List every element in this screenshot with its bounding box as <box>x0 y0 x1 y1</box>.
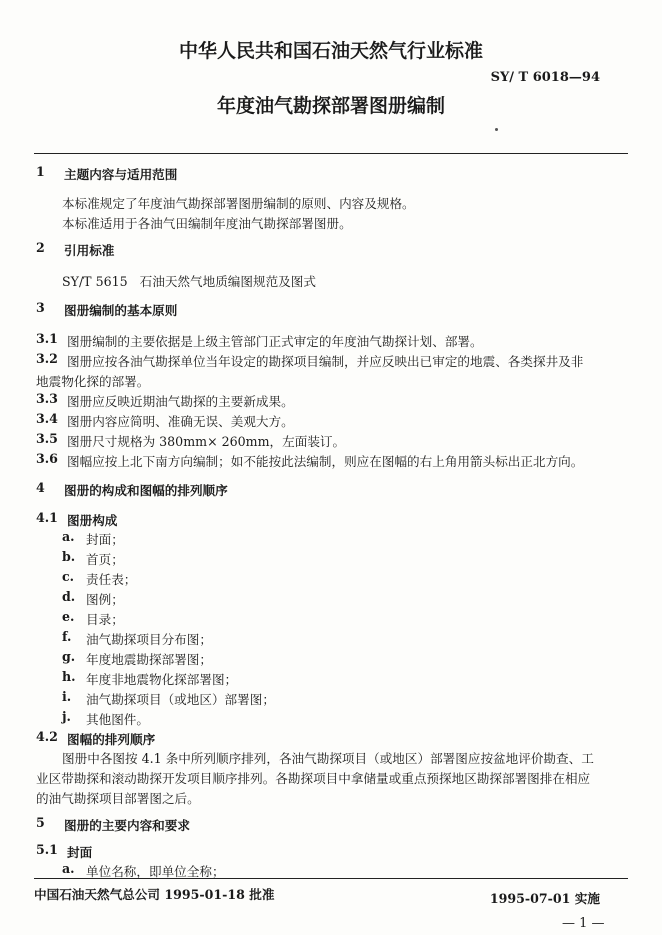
reference-standard: SY/T 5615 石油天然气地质编图规范及图式 <box>62 274 316 289</box>
section-2-heading: 引用标准 <box>64 243 115 258</box>
subsection-4-2-line-3: 的油气勘探项目部署图之后。 <box>36 791 200 806</box>
section-3-number: 3 <box>36 300 45 315</box>
list-item-a-mark: a. <box>62 529 75 544</box>
section-5-heading: 图册的主要内容和要求 <box>64 818 190 833</box>
clause-3-3-number: 3.3 <box>36 391 58 406</box>
section-1-heading: 主题内容与适用范围 <box>64 167 178 182</box>
list-item-c-text: 责任表； <box>86 572 137 587</box>
list-item-j-mark: j. <box>62 709 71 724</box>
subsection-5-1-heading: 封面 <box>67 845 93 860</box>
list-item-h-mark: h. <box>62 669 76 684</box>
subsection-4-2-line-2: 业区带勘探和滚动勘探开发项目顺序排列。各勘探项目中拿储量或重点预探地区勘探部署图排在相应 <box>36 771 591 786</box>
effective-date: 1995-07-01 实施 <box>489 891 600 906</box>
standard-category-title: 中华人民共和国石油天然气行业标准 <box>178 40 483 62</box>
list-item-5-1-a-text: 单位名称，即单位全称； <box>86 864 225 879</box>
list-item-e-mark: e. <box>62 609 75 624</box>
list-item-f-mark: f. <box>62 629 72 644</box>
clause-3-6-number: 3.6 <box>36 451 58 466</box>
subsection-4-1-heading: 图册构成 <box>67 513 118 528</box>
subsection-5-1-number: 5.1 <box>36 842 58 857</box>
list-item-d-text: 图例； <box>86 592 124 607</box>
standard-code: SY/ T 6018—94 <box>490 70 600 85</box>
section-3-heading: 图册编制的基本原则 <box>64 303 178 318</box>
clause-3-5-text: 图册尺寸规格为 380mm× 260mm，左面装订。 <box>67 434 346 449</box>
subsection-4-2-number: 4.2 <box>36 729 58 744</box>
section-1-number: 1 <box>36 164 45 179</box>
clause-3-2-text: 图册应按各油气勘探单位当年设定的勘探项目编制，并应反映出已审定的地震、各类探井及非 <box>67 354 584 369</box>
clause-3-4-text: 图册内容应简明、准确无误、美观大方。 <box>67 414 294 429</box>
approval-statement: 中国石油天然气总公司 1995-01-18 批准 <box>34 887 275 902</box>
list-item-f-text: 油气勘探项目分布图； <box>86 632 212 647</box>
list-item-a-text: 封面； <box>86 532 124 547</box>
clause-3-5-number: 3.5 <box>36 431 58 446</box>
section-4-heading: 图册的构成和图幅的排列顺序 <box>64 483 228 498</box>
scan-speck <box>495 128 498 131</box>
section-4-number: 4 <box>36 480 45 495</box>
list-item-5-1-a-mark: a. <box>62 861 75 876</box>
list-item-b-text: 首页； <box>86 552 124 567</box>
list-item-c-mark: c. <box>62 569 75 584</box>
list-item-e-text: 目录； <box>86 612 124 627</box>
clause-3-3-text: 图册应反映近期油气勘探的主要新成果。 <box>67 394 294 409</box>
clause-3-2-number: 3.2 <box>36 351 58 366</box>
subsection-4-2-heading: 图幅的排列顺序 <box>67 732 156 747</box>
clause-3-2-continuation: 地震物化探的部署。 <box>36 374 150 389</box>
footer-divider <box>34 878 628 879</box>
header-divider <box>34 153 628 154</box>
list-item-h-text: 年度非地震物化探部署图； <box>86 672 238 687</box>
clause-3-6-text: 图幅应按上北下南方向编制；如不能按此法编制，则应在图幅的右上角用箭头标出正北方向。 <box>67 454 584 469</box>
list-item-j-text: 其他图件。 <box>86 712 149 727</box>
list-item-g-mark: g. <box>62 649 76 664</box>
subsection-4-1-number: 4.1 <box>36 510 58 525</box>
clause-3-1-number: 3.1 <box>36 331 58 346</box>
clause-3-4-number: 3.4 <box>36 411 58 426</box>
list-item-g-text: 年度地震勘探部署图； <box>86 652 212 667</box>
section-1-paragraph-2: 本标准适用于各油气田编制年度油气勘探部署图册。 <box>62 216 352 231</box>
page-number: — 1 — <box>562 916 605 931</box>
list-item-b-mark: b. <box>62 549 76 564</box>
section-5-number: 5 <box>36 815 45 830</box>
clause-3-1-text: 图册编制的主要依据是上级主管部门正式审定的年度油气勘探计划、部署。 <box>67 334 483 349</box>
list-item-i-mark: i. <box>62 689 72 704</box>
section-2-number: 2 <box>36 240 45 255</box>
section-1-paragraph-1: 本标准规定了年度油气勘探部署图册编制的原则、内容及规格。 <box>62 196 415 211</box>
list-item-d-mark: d. <box>62 589 76 604</box>
document-title: 年度油气勘探部署图册编制 <box>216 95 445 117</box>
subsection-4-2-line-1: 图册中各图按 4.1 条中所列顺序排列，各油气勘探项目（或地区）部署图应按盆地评价勘查、工 <box>62 751 594 766</box>
list-item-i-text: 油气勘探项目（或地区）部署图； <box>86 692 275 707</box>
